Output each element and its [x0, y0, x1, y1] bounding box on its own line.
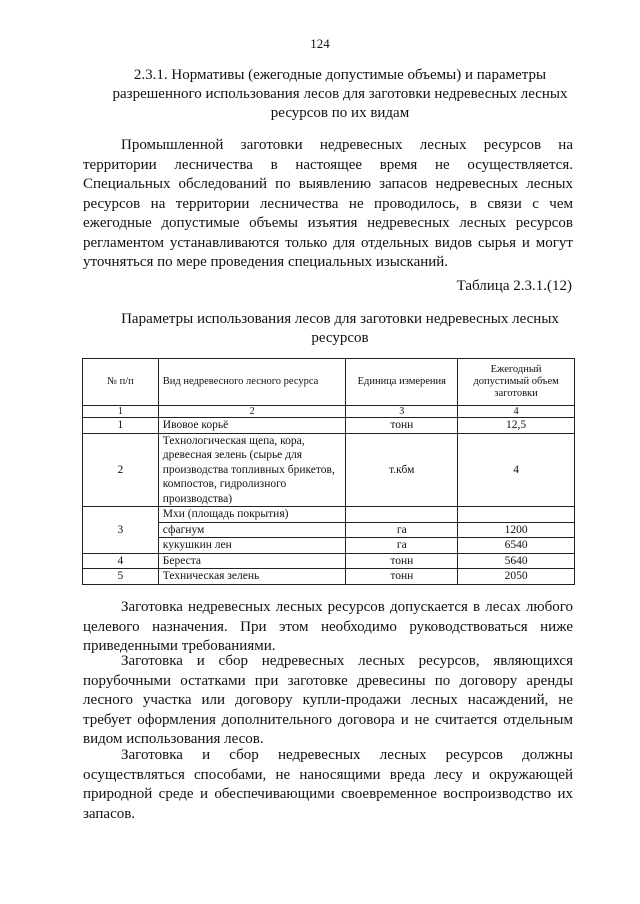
row-type: сфагнум	[158, 522, 346, 538]
header-volume: Ежегодный допустимый объем заготовки	[458, 359, 575, 406]
table-caption: Таблица 2.3.1.(12)	[456, 278, 572, 294]
table-title	[80, 310, 600, 348]
table-row	[83, 418, 575, 434]
page-number: 124	[310, 36, 330, 51]
header-unit: Единица измерения	[346, 359, 458, 406]
table-header-row	[83, 359, 575, 406]
row-volume: 5640	[458, 553, 575, 569]
paragraph-intro: Промышленной заготовки недревесных лесных ресурсов на территории лесничества в настоящее время не осуществляется. Специальных обследований по выявлению запасов недревесных лесных ресурсов на территории лесничества не проводилось, в связи с чем ежегодные допустимые объемы изъятия недревесных лесных ресурсов регламентом устанавливаются только для отдельных видов сырья и могут уточняться по мере проведения специальных изысканий.	[83, 137, 573, 270]
row-type: Техническая зелень	[158, 569, 346, 585]
row-num: 1	[83, 418, 159, 434]
row-unit	[346, 507, 458, 523]
row-type: Мхи (площадь покрытия)	[158, 507, 346, 523]
column-numbers-row	[83, 406, 575, 418]
row-unit: тонн	[346, 553, 458, 569]
row-unit: т.кбм	[346, 433, 458, 507]
paragraph-permission: Заготовка недревесных лесных ресурсов допускается в лесах любого целевого назначения. При этом необходимо руководствоваться ниже приведенными требованиями.	[83, 599, 573, 654]
row-type: Береста	[158, 553, 346, 569]
row-volume: 2050	[458, 569, 575, 585]
row-volume: 6540	[458, 538, 575, 554]
row-volume: 12,5	[458, 418, 575, 434]
row-num: 4	[83, 553, 159, 569]
resources-table	[82, 358, 575, 585]
col-number: 4	[458, 406, 575, 418]
heading-line-1: 2.3.1. Нормативы (ежегодные допустимые объемы) и параметры	[133, 67, 547, 83]
row-num: 3	[83, 507, 159, 554]
row-unit: га	[346, 522, 458, 538]
section-heading	[80, 66, 600, 123]
row-unit: тонн	[346, 569, 458, 585]
col-number: 3	[346, 406, 458, 418]
paragraph-methods: Заготовка и сбор недревесных лесных ресурсов должны осуществляться способами, не наносящими вреда лесу и окружающей природной среде и обеспечивающими своевременное воспроизводство их запасов.	[83, 747, 573, 822]
table-row	[83, 569, 575, 585]
col-number: 1	[83, 406, 159, 418]
row-volume: 4	[458, 433, 575, 507]
row-type: Технологическая щепа, кора, древесная зелень (сырье для производства топливных брикетов, компостов, гидролизного производства)	[158, 433, 346, 507]
header-type: Вид недревесного лесного ресурса	[158, 359, 346, 406]
row-type: кукушкин лен	[158, 538, 346, 554]
header-num: № п/п	[83, 359, 159, 406]
paragraph-residues: Заготовка и сбор недревесных лесных ресурсов, являющихся порубочными остатками при заготовке древесины по договору аренды лесного участка или договору купли-продажи лесных насаждений, не требует оформления дополнительного договора и не считается отдельным видом использования лесов.	[83, 653, 573, 747]
row-num: 2	[83, 433, 159, 507]
row-num: 5	[83, 569, 159, 585]
table-row	[83, 507, 575, 523]
table-title-line-2: ресурсов	[311, 330, 369, 346]
heading-line-3: ресурсов по их видам	[270, 105, 410, 121]
row-unit: тонн	[346, 418, 458, 434]
table-row	[83, 433, 575, 507]
row-volume	[458, 507, 575, 523]
table-row	[83, 553, 575, 569]
col-number: 2	[158, 406, 346, 418]
row-unit: га	[346, 538, 458, 554]
table-title-line-1: Параметры использования лесов для заготовки недревесных лесных	[121, 311, 559, 327]
heading-line-2: разрешенного использования лесов для заготовки недревесных лесных	[112, 86, 568, 102]
row-type: Ивовое корьё	[158, 418, 346, 434]
row-volume: 1200	[458, 522, 575, 538]
